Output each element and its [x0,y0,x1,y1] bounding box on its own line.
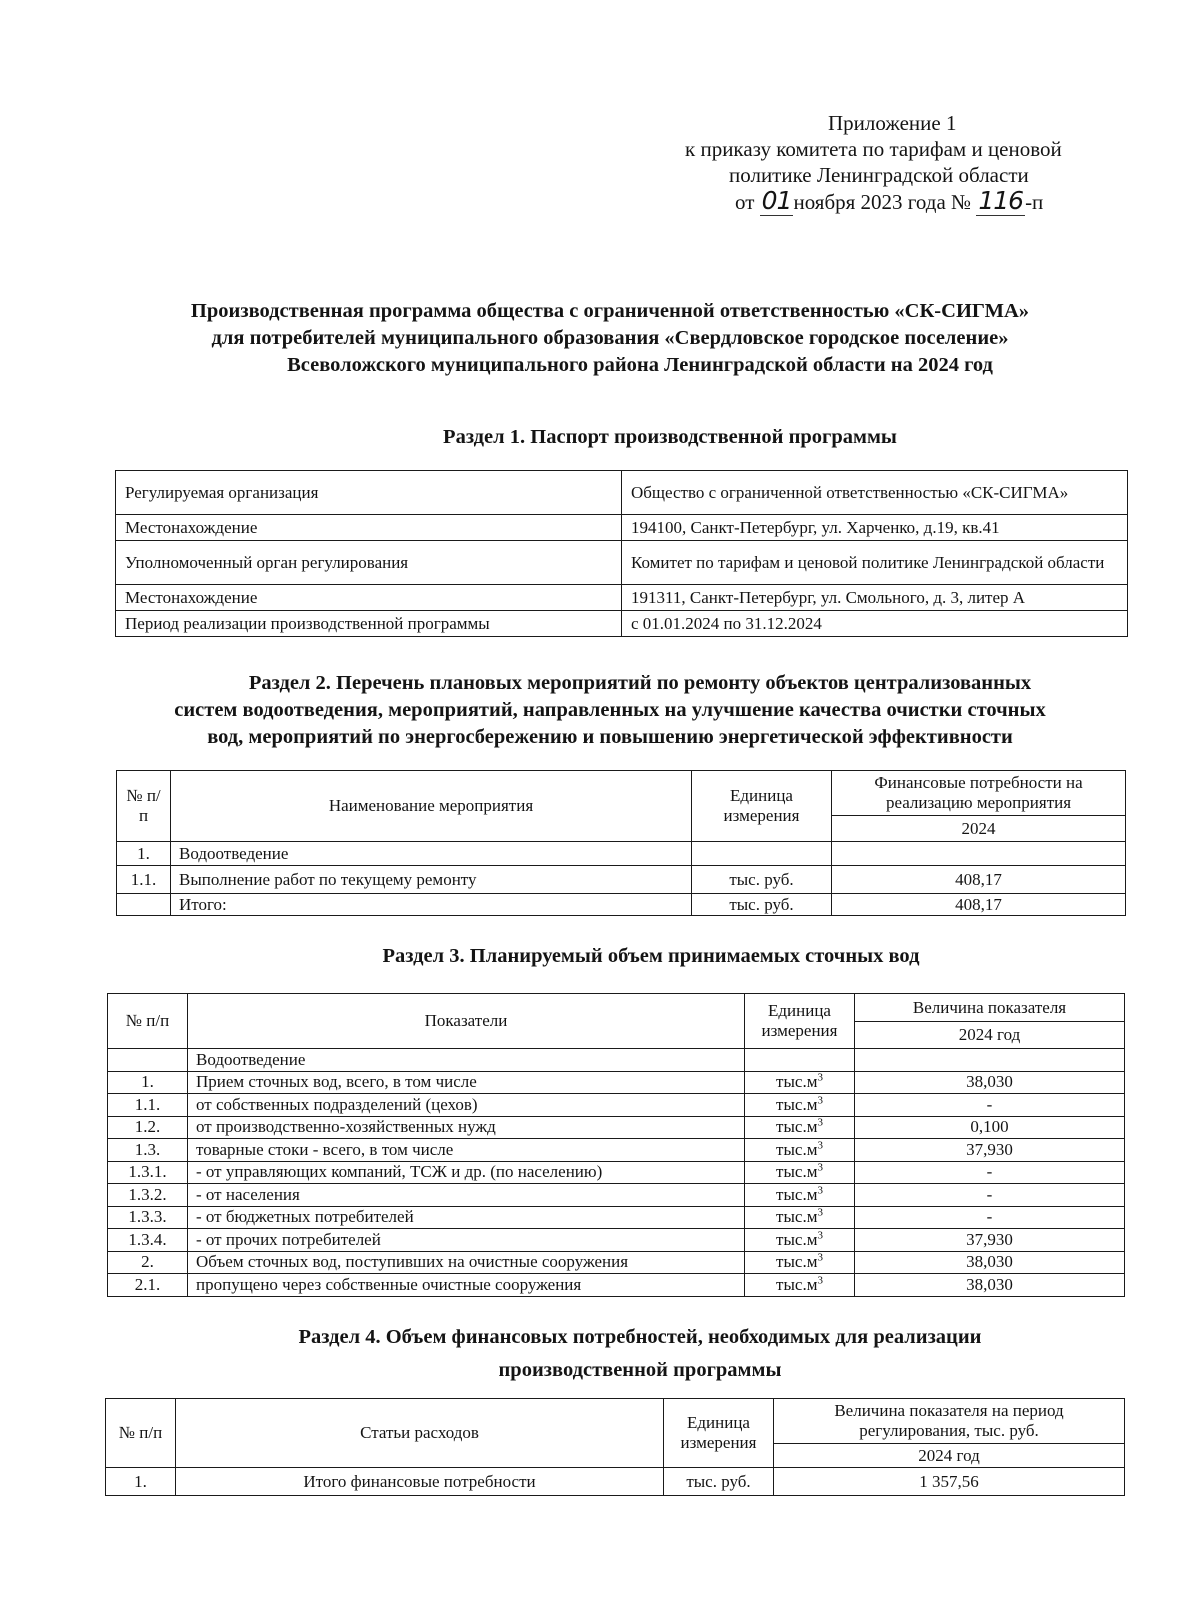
row-unit [745,1251,855,1274]
unit-exponent: 3 [817,1251,823,1264]
row-value: 38,030 [855,1274,1125,1297]
col-header-value: Величина показателя на период регулирования, тыс. руб. [774,1399,1125,1444]
col-header-unit: Единица измерения [664,1399,774,1468]
handwritten-day: 01 [761,186,792,215]
table-header-row [117,771,1126,816]
col-header-name: Статьи расходов [176,1399,664,1468]
table-row [117,842,1126,866]
row-name: - от управляющих компаний, ТСЖ и др. (по населению) [188,1161,745,1184]
col-header-unit: Единица измерения [745,994,855,1049]
table-row [116,541,1128,585]
table-row [106,1468,1125,1496]
row-name: - от населения [188,1184,745,1207]
row-value: 38,030 [855,1251,1125,1274]
unit-base: тыс.м [776,1207,818,1227]
passport-table [115,470,1128,637]
row-num: 2. [108,1251,188,1274]
row-num: 1.2. [108,1116,188,1139]
appendix-date-line [655,188,1155,215]
handwritten-number: 116 [978,186,1024,215]
section3-heading: Раздел 3. Планируемый объем принимаемых сточных вод [382,945,920,967]
row-num: 1.1. [108,1094,188,1117]
col-header-year: 2024 год [855,1022,1125,1049]
passport-value: 194100, Санкт-Петербург, ул. Харченко, д.19, кв.41 [622,515,1128,541]
row-name: Объем сточных вод, поступивших на очистные сооружения [188,1251,745,1274]
row-name: Водоотведение [188,1049,745,1072]
row-num: 1.3.4. [108,1229,188,1252]
finance-table [105,1398,1125,1496]
unit-base: тыс.м [776,1252,818,1272]
passport-label: Регулируемая организация [116,471,622,515]
row-name: Прием сточных вод, всего, в том числе [188,1071,745,1094]
col-header-name: Показатели [188,994,745,1049]
title-line3: Всеволожского муниципального района Ленинградской области на 2024 год [287,354,993,376]
appendix-line2: к приказу комитета по тарифам и ценовой [685,137,1062,161]
row-name: Выполнение работ по текущему ремонту [171,866,692,894]
row-num: 1. [117,842,171,866]
row-name: - от прочих потребителей [188,1229,745,1252]
row-num: 1.3.2. [108,1184,188,1207]
wastewater-table [107,993,1125,1297]
row-name: Водоотведение [171,842,692,866]
unit-base: тыс.м [776,1139,818,1159]
col-header-num: № п/п [106,1399,176,1468]
unit-base: тыс.м [776,1229,818,1249]
table-row [108,1251,1125,1274]
passport-value: Комитет по тарифам и ценовой политике Ленинградской области [622,541,1128,585]
table-header-row [108,994,1125,1022]
row-num [117,894,171,916]
row-name: - от бюджетных потребителей [188,1206,745,1229]
row-unit: тыс. руб. [692,866,832,894]
row-value: 37,930 [855,1229,1125,1252]
col-header-name: Наименование мероприятия [171,771,692,842]
section2-heading [60,670,1160,751]
measures-table [116,770,1126,916]
row-unit [745,1184,855,1207]
row-unit [745,1206,855,1229]
title-line2: для потребителей муниципального образования «Свердловское городское поселение» [211,327,1009,349]
table-row [108,1229,1125,1252]
table-row [108,1116,1125,1139]
table-row [117,894,1126,916]
row-name: Итого: [171,894,692,916]
row-unit [745,1229,855,1252]
row-num: 1.3. [108,1139,188,1162]
row-value: 1 357,56 [774,1468,1125,1496]
row-unit [692,842,832,866]
row-value: 0,100 [855,1116,1125,1139]
table-row [116,515,1128,541]
row-value [855,1049,1125,1072]
section2-heading-line2: систем водоотведения, мероприятий, направленных на улучшение качества очистки сточных [174,699,1046,721]
unit-base: тыс.м [776,1274,818,1294]
table-header-row [106,1399,1125,1444]
table-row [108,1071,1125,1094]
table-row [108,1206,1125,1229]
row-num: 1.3.1. [108,1161,188,1184]
unit-exponent: 3 [817,1116,823,1129]
row-num: 1.3.3. [108,1206,188,1229]
col-header-year: 2024 [832,816,1126,842]
passport-label: Местонахождение [116,515,622,541]
unit-base: тыс.м [776,1162,818,1182]
passport-value: с 01.01.2024 по 31.12.2024 [622,611,1128,637]
unit-exponent: 3 [817,1274,823,1287]
unit-exponent: 3 [817,1229,823,1242]
unit-base: тыс.м [776,1117,818,1137]
passport-label: Местонахождение [116,585,622,611]
appendix-block [655,110,1155,215]
row-value: 38,030 [855,1071,1125,1094]
row-num: 1. [108,1071,188,1094]
table-row [116,611,1128,637]
row-value: 37,930 [855,1139,1125,1162]
row-value: - [855,1184,1125,1207]
row-unit [745,1071,855,1094]
row-name: Итого финансовые потребности [176,1468,664,1496]
row-name: товарные стоки - всего, в том числе [188,1139,745,1162]
passport-value: Общество с ограниченной ответственностью «СК-СИГМА» [622,471,1128,515]
section4-heading-line1: Раздел 4. Объем финансовых потребностей, необходимых для реализации [298,1326,982,1348]
row-unit: тыс. руб. [664,1468,774,1496]
col-header-num: № п/п [117,771,171,842]
row-unit [745,1139,855,1162]
appendix-line1: Приложение 1 [828,111,957,135]
row-value: - [855,1206,1125,1229]
col-header-fin: Финансовые потребности на реализацию мероприятия [832,771,1126,816]
col-header-value: Величина показателя [855,994,1125,1022]
table-row [108,1184,1125,1207]
row-name: от производственно-хозяйственных нужд [188,1116,745,1139]
section4-heading-line2: производственной программы [498,1359,782,1381]
row-unit [745,1116,855,1139]
unit-exponent: 3 [817,1184,823,1197]
title-line1: Производственная программа общества с ограниченной ответственностью «СК-СИГМА» [190,300,1030,322]
row-unit [745,1161,855,1184]
row-value: 408,17 [832,866,1126,894]
appendix-line3: политике Ленинградской области [729,163,1029,187]
wastewater-table-body [108,1049,1125,1297]
table-row [108,1094,1125,1117]
unit-base: тыс.м [776,1184,818,1204]
date-prefix: от [735,190,755,214]
row-unit [745,1274,855,1297]
unit-exponent: 3 [817,1139,823,1152]
table-row [116,585,1128,611]
unit-base: тыс.м [776,1072,818,1092]
section2-heading-line1: Раздел 2. Перечень плановых мероприятий по ремонту объектов централизованных [248,672,1032,694]
row-name: от собственных подразделений (цехов) [188,1094,745,1117]
col-header-unit: Единица измерения [692,771,832,842]
unit-exponent: 3 [817,1094,823,1107]
col-header-num: № п/п [108,994,188,1049]
row-unit [745,1049,855,1072]
number-suffix: -п [1025,190,1044,214]
passport-value: 191311, Санкт-Петербург, ул. Смольного, д. 3, литер А [622,585,1128,611]
col-header-year: 2024 год [774,1444,1125,1468]
section4-heading [60,1324,1200,1384]
passport-label: Уполномоченный орган регулирования [116,541,622,585]
row-value [832,842,1126,866]
row-unit: тыс. руб. [692,894,832,916]
row-num: 2.1. [108,1274,188,1297]
document-title [40,298,1180,379]
row-unit [745,1094,855,1117]
unit-base: тыс.м [776,1094,818,1114]
row-num: 1.1. [117,866,171,894]
row-value: 408,17 [832,894,1126,916]
table-row [108,1274,1125,1297]
table-row [117,866,1126,894]
row-value: - [855,1094,1125,1117]
row-num: 1. [106,1468,176,1496]
row-name: пропущено через собственные очистные сооружения [188,1274,745,1297]
table-row [116,471,1128,515]
passport-label: Период реализации производственной программы [116,611,622,637]
section1-heading: Раздел 1. Паспорт производственной программы [443,426,897,448]
unit-exponent: 3 [817,1161,823,1174]
section2-heading-line3: вод, мероприятий по энергосбережению и повышению энергетической эффективности [207,726,1013,748]
unit-exponent: 3 [817,1206,823,1219]
row-value: - [855,1161,1125,1184]
table-row [108,1161,1125,1184]
unit-exponent: 3 [817,1071,823,1084]
table-row [108,1049,1125,1072]
row-num [108,1049,188,1072]
table-row [108,1139,1125,1162]
date-middle: ноября 2023 года № [793,190,972,214]
